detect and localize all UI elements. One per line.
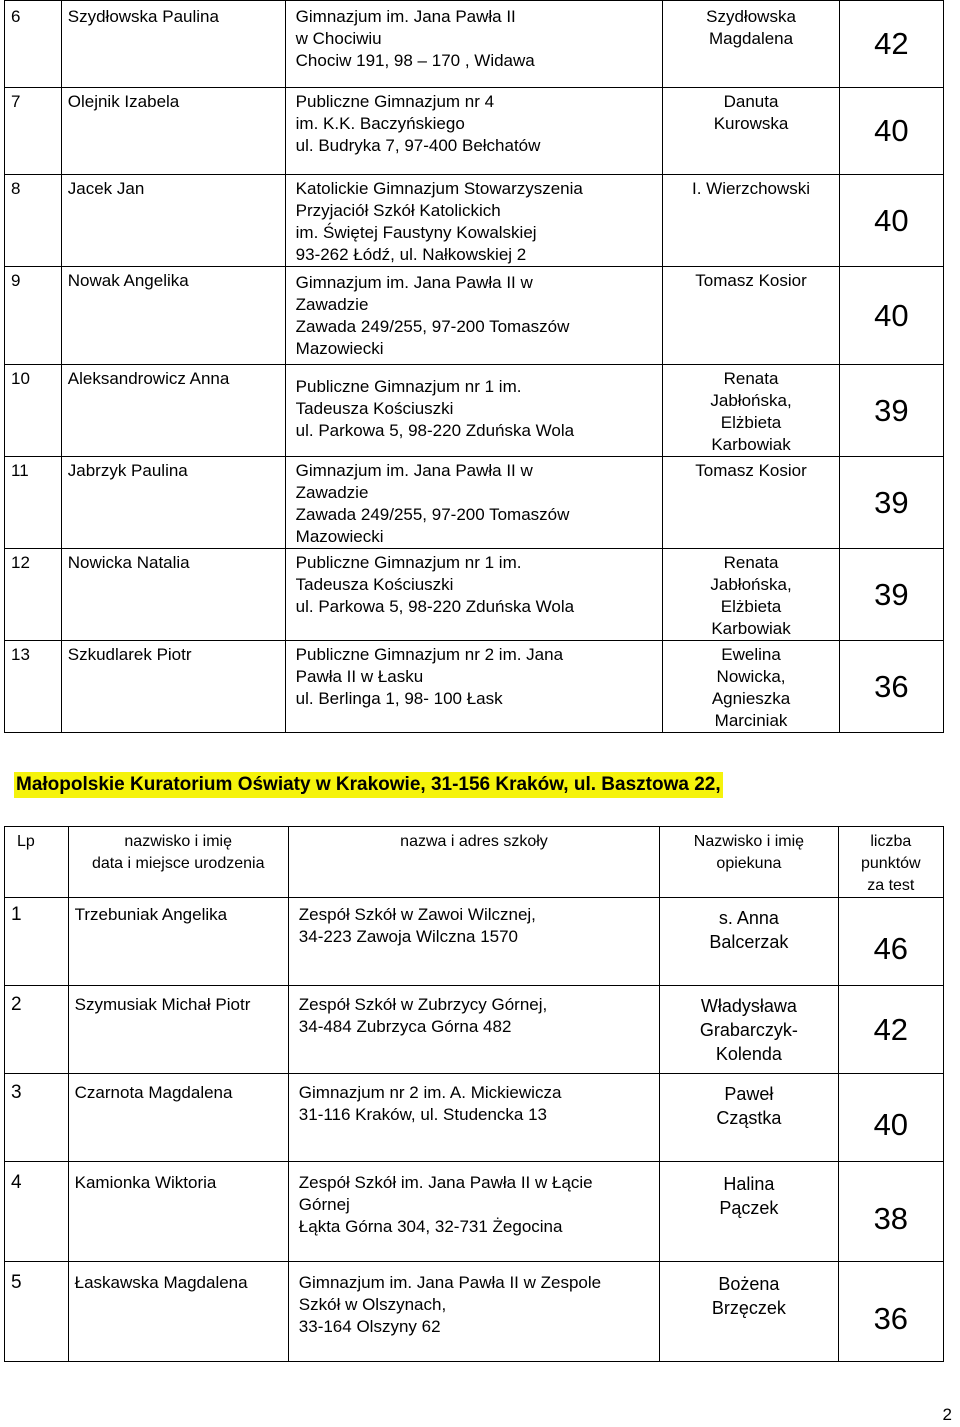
guardian-name: s. Anna Balcerzak [660,898,838,986]
table-header-row [5,827,944,898]
results-table-top [4,0,944,733]
school-address: Gimnazjum nr 2 im. A. Mickiewicza 31-116 Kraków, ul. Studencka 13 [288,1074,659,1162]
score-value: 40 [874,113,909,148]
row-number: 9 [5,267,62,365]
student-name: Szkudlarek Piotr [61,641,285,733]
row-number: 8 [5,175,62,267]
row-number: 10 [5,365,62,457]
row-number: 4 [5,1162,69,1262]
row-number: 5 [5,1262,69,1362]
row-number: 13 [5,641,62,733]
school-address: Zespół Szkół w Zawoi Wilcznej, 34-223 Zawoja Wilczna 1570 [288,898,659,986]
score [838,1162,943,1262]
table-row [5,1074,944,1162]
score-value: 39 [874,392,909,428]
score-value: 46 [873,930,909,966]
school-address: Publiczne Gimnazjum nr 4 im. K.K. Baczyńskiego ul. Budryka 7, 97-400 Bełchatów [285,88,663,175]
row-number: 2 [5,986,69,1074]
table-row [5,1162,944,1262]
score [838,986,943,1074]
school-address: Zespół Szkół im. Jana Pawła II w Łącie Górnej Łąkta Górna 304, 32-731 Żegocina [288,1162,659,1262]
score [839,175,943,267]
score [839,641,943,733]
score-value: 36 [873,1300,909,1336]
student-name: Aleksandrowicz Anna [61,365,285,457]
score-value: 40 [873,1106,909,1142]
guardian-name: Szydłowska Magdalena [663,1,839,88]
table-row [5,1262,944,1362]
school-address: Gimnazjum im. Jana Pawła II w Zawadzie Zawada 249/255, 97-200 Tomaszów Mazowiecki [285,267,663,365]
header-name: nazwisko i imię data i miejsce urodzenia [68,827,288,898]
school-address: Katolickie Gimnazjum Stowarzyszenia Przyjaciół Szkół Katolickich im. Świętej Faustyny Kowalskiej 93-262 Łódź, ul. Nałkowskiej 2 [285,175,663,267]
guardian-name: Ewelina Nowicka, Agnieszka Marciniak [663,641,839,733]
school-address: Publiczne Gimnazjum nr 1 im. Tadeusza Kościuszki ul. Parkowa 5, 98-220 Zduńska Wola [285,365,663,457]
row-number: 12 [5,549,62,641]
student-name: Trzebuniak Angelika [68,898,288,986]
table-row [5,267,944,365]
table-row [5,365,944,457]
score-value: 40 [874,297,909,333]
score-value: 38 [873,1200,909,1236]
score [838,1074,943,1162]
guardian-name: Władysława Grabarczyk- Kolenda [660,986,838,1074]
table-row [5,986,944,1074]
score [839,267,943,365]
score-value: 39 [874,484,909,520]
student-name: Łaskawska Magdalena [68,1262,288,1362]
school-address: Publiczne Gimnazjum nr 2 im. Jana Pawła II w Łasku ul. Berlinga 1, 98- 100 Łask [285,641,663,733]
student-name: Nowak Angelika [61,267,285,365]
table-row [5,898,944,986]
score-value: 36 [874,668,909,704]
score-value: 39 [874,576,909,612]
score [838,898,943,986]
score-value: 40 [874,202,909,238]
score [839,88,943,175]
row-number: 11 [5,457,62,549]
header-school: nazwa i adres szkoły [288,827,659,898]
score-value: 42 [873,1011,909,1047]
row-number: 7 [5,88,62,175]
row-number: 6 [5,1,62,88]
table-row [5,457,944,549]
school-address: Gimnazjum im. Jana Pawła II w Zespole Szkół w Olszynach, 33-164 Olszyny 62 [288,1262,659,1362]
guardian-name: Tomasz Kosior [663,457,839,549]
student-name: Kamionka Wiktoria [68,1162,288,1262]
student-name: Olejnik Izabela [61,88,285,175]
student-name: Nowicka Natalia [61,549,285,641]
header-guardian: Nazwisko i imię opiekuna [660,827,838,898]
table-row [5,1,944,88]
student-name: Jabrzyk Paulina [61,457,285,549]
guardian-name: Tomasz Kosior [663,267,839,365]
table-row [5,641,944,733]
score [839,1,943,88]
results-table-malopolskie [4,826,944,1362]
school-address: Publiczne Gimnazjum nr 1 im. Tadeusza Kościuszki ul. Parkowa 5, 98-220 Zduńska Wola [285,549,663,641]
score [839,549,943,641]
guardian-name: Renata Jabłońska, Elżbieta Karbowiak [663,549,839,641]
table-row [5,175,944,267]
score [838,1262,943,1362]
row-number: 3 [5,1074,69,1162]
score-value: 42 [874,26,909,61]
guardian-name: Halina Pączek [660,1162,838,1262]
table-row [5,549,944,641]
header-score: liczba punktów za test [838,827,943,898]
student-name: Czarnota Magdalena [68,1074,288,1162]
school-address: Zespół Szkół w Zubrzycy Górnej, 34-484 Zubrzyca Górna 482 [288,986,659,1074]
guardian-name: Paweł Cząstka [660,1074,838,1162]
table-row [5,88,944,175]
guardian-name: Renata Jabłońska, Elżbieta Karbowiak [663,365,839,457]
school-address: Gimnazjum im. Jana Pawła II w Chociwiu Chociw 191, 98 – 170 , Widawa [285,1,663,88]
score [839,365,943,457]
student-name: Jacek Jan [61,175,285,267]
header-lp: Lp [5,827,69,898]
guardian-name: Bożena Brzęczek [660,1262,838,1362]
guardian-name: I. Wierzchowski [663,175,839,267]
school-address: Gimnazjum im. Jana Pawła II w Zawadzie Zawada 249/255, 97-200 Tomaszów Mazowiecki [285,457,663,549]
score [839,457,943,549]
student-name: Szymusiak Michał Piotr [68,986,288,1074]
page-number: 2 [942,1405,952,1424]
guardian-name: Danuta Kurowska [663,88,839,175]
row-number: 1 [5,898,69,986]
student-name: Szydłowska Paulina [61,1,285,88]
kuratorium-heading: Małopolskie Kuratorium Oświaty w Krakowie, 31-156 Kraków, ul. Basztowa 22, [14,772,723,798]
